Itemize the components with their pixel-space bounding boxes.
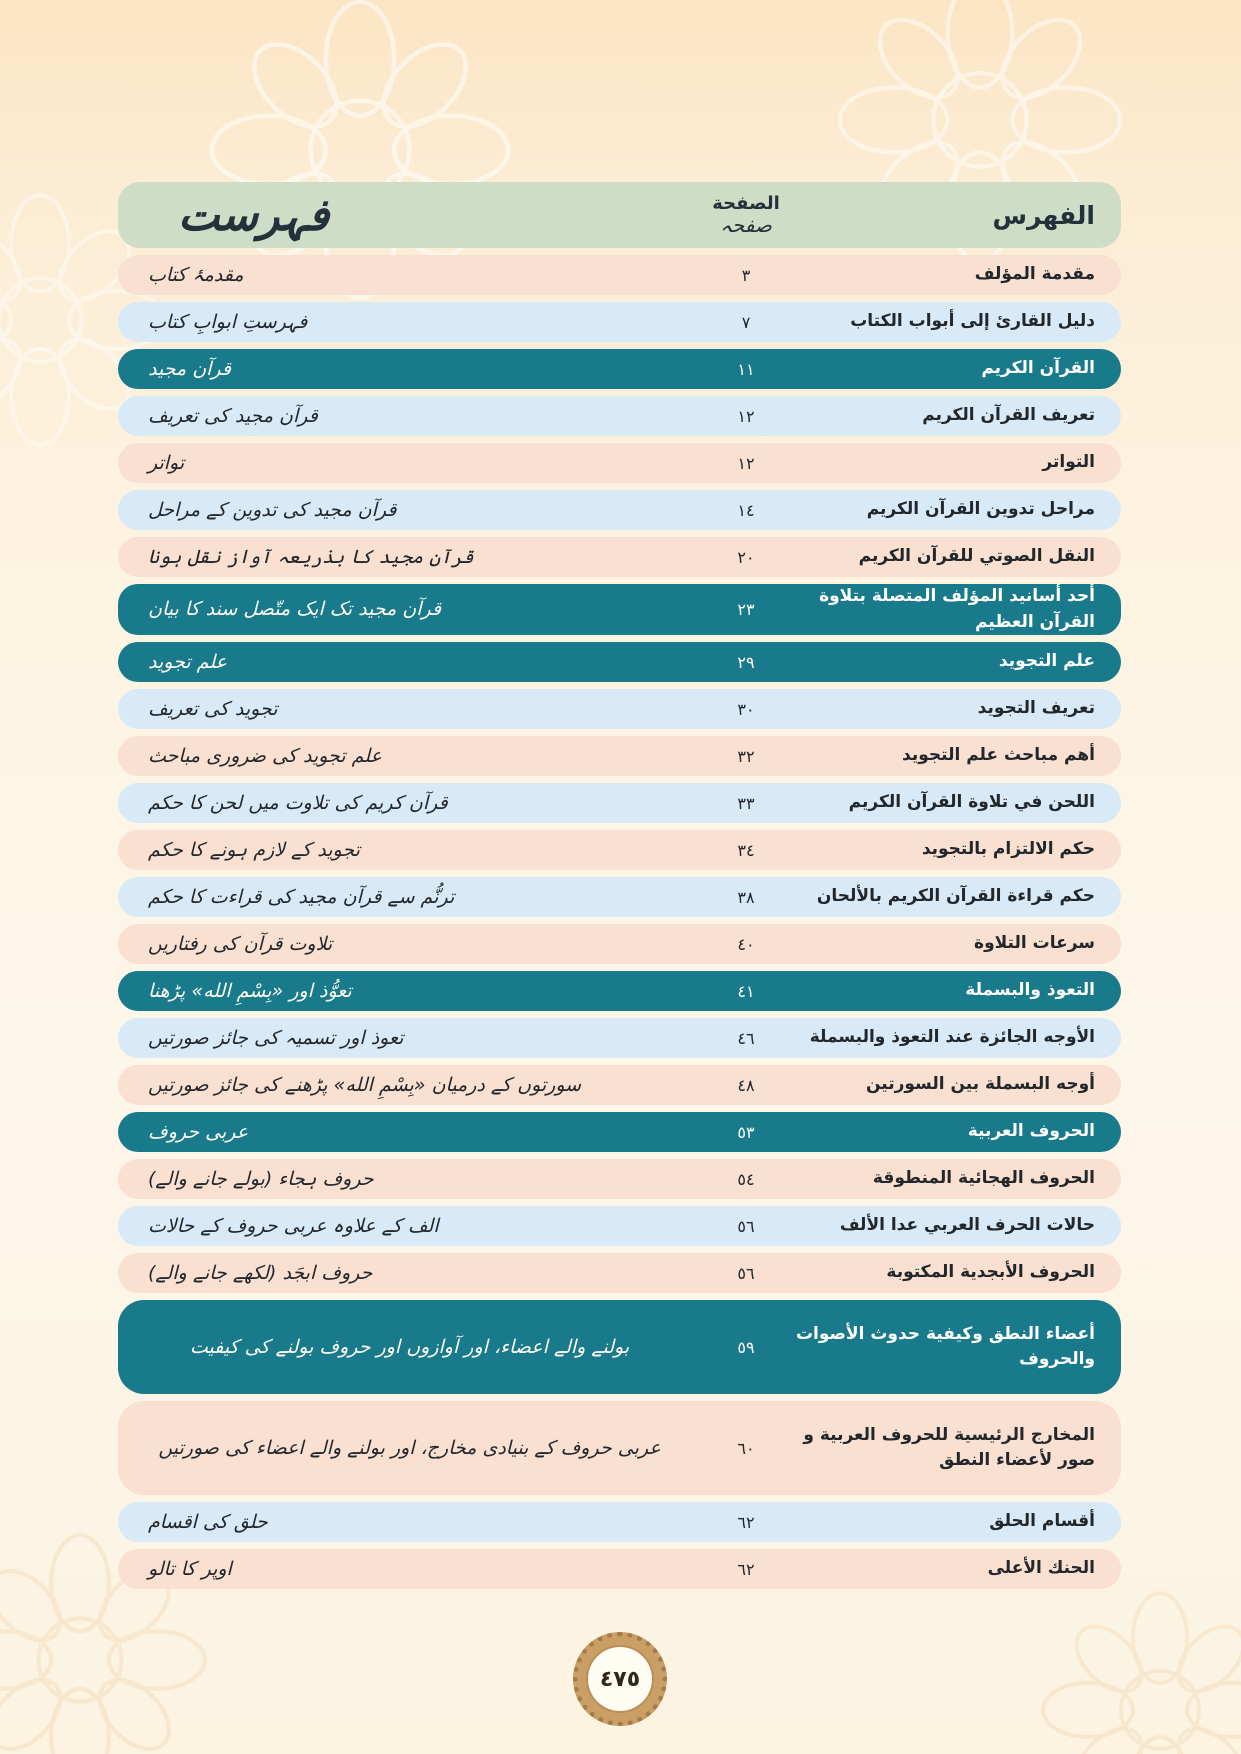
toc-entry-page-number: ٥٩: [737, 1337, 755, 1357]
toc-entry-urdu-title: تعوذ اور تسمیہ کی جائز صورتیں: [148, 1026, 404, 1049]
toc-entry-arabic-title: تعريف التجويد: [977, 698, 1095, 719]
toc-entry-arabic-title: أهم مباحث علم التجويد: [902, 745, 1095, 766]
toc-row: [118, 443, 1121, 483]
toc-entry-arabic-title: تعريف القرآن الكريم: [922, 405, 1095, 426]
toc-entry-page-number: ٥٣: [737, 1122, 755, 1142]
toc-entry-arabic-title: أعضاء النطق وكيفية حدوث الأصوات والحروف: [795, 1323, 1095, 1369]
toc-entry-page-number: ٢٣: [737, 600, 755, 619]
toc-row: [118, 1401, 1121, 1495]
toc-row: [118, 396, 1121, 436]
toc-entry-urdu-title: علم تجوید: [148, 650, 227, 673]
toc-entry-arabic-title: النقل الصوتي للقرآن الكريم: [858, 546, 1095, 567]
toc-entry-arabic-title: علم التجويد: [998, 651, 1095, 672]
toc-section-row: [118, 584, 1121, 635]
toc-entry-urdu-title: عربی حروف کے بنیادی مخارج، اور بولنے والے اعضاء کی صورتیں: [158, 1436, 661, 1459]
toc-row: [118, 1018, 1121, 1058]
toc-entry-urdu-title: قرآن کریم کی تلاوت میں لحن کا حکم: [148, 791, 448, 814]
toc-header-arabic-title: الفهرس: [992, 200, 1095, 230]
toc-entry-arabic-title: اللحن في تلاوة القرآن الكريم: [848, 792, 1095, 813]
toc-row: [118, 783, 1121, 823]
toc-entry-arabic-title: الحروف الهجائية المنطوقة: [872, 1168, 1095, 1189]
toc-row: [118, 1206, 1121, 1246]
toc-entry-page-number: ٦٢: [737, 1559, 755, 1579]
floral-ornament-icon: [1010, 1560, 1241, 1754]
toc-entry-page-number: ٦٢: [737, 1512, 755, 1532]
toc-row: [118, 877, 1121, 917]
toc-entry-page-number: ٥٤: [737, 1169, 755, 1189]
toc-entry-urdu-title: بولنے والے اعضاء، اور آوازوں اور حروف بولنے کی کیفیت: [189, 1335, 630, 1358]
toc-entry-arabic-title: الحروف الأبجدية المكتوبة: [886, 1262, 1095, 1283]
toc-entry-urdu-title: قرآن مجید کی تعریف: [148, 404, 318, 427]
toc-entry-urdu-title: تجوید کی تعریف: [148, 697, 278, 720]
toc-entry-urdu-title: حروف ہجاء (بولے جانے والے): [148, 1167, 374, 1190]
toc-entry-page-number: ٣٠: [737, 699, 755, 719]
toc-entry-urdu-title: قرآن مجید: [148, 357, 231, 380]
page-number: ٤٧٥: [599, 1666, 641, 1692]
toc-entry-arabic-title: التواتر: [1042, 452, 1095, 473]
toc-row: [118, 1253, 1121, 1293]
toc-entry-page-number: ٣٣: [737, 793, 755, 813]
toc-entry-urdu-title: حروف ابجَد (لکھے جانے والے): [148, 1261, 373, 1284]
toc-row: [118, 689, 1121, 729]
toc-row: [118, 255, 1121, 295]
toc-entry-urdu-title: تجوید کے لازم ہونے کا حکم: [148, 838, 360, 861]
toc-entry-page-number: ١٤: [737, 500, 755, 520]
toc-row: [118, 537, 1121, 577]
toc-entry-urdu-title: تواتر: [148, 451, 185, 474]
toc-header-row: [118, 182, 1121, 248]
toc-entry-urdu-title: تلاوت قرآن کی رفتاریں: [148, 932, 333, 955]
toc-entry-page-number: ١٢: [737, 453, 755, 473]
toc-entry-arabic-title: أوجه البسملة بين السورتين: [865, 1074, 1095, 1095]
page-column-label-urdu: صفحہ: [720, 212, 772, 237]
page-column-label-arabic: الصفحة: [712, 193, 780, 215]
toc-entry-arabic-title: المخارج الرئيسية للحروف العربية و صور لأعضاء النطق: [803, 1424, 1095, 1470]
toc-entry-arabic-title: حالات الحرف العربي عدا الألف: [839, 1215, 1095, 1236]
toc-section-row: [118, 642, 1121, 682]
toc-entry-urdu-title: علم تجوید کی ضروری مباحث: [148, 744, 382, 767]
toc-entry-arabic-title: الحروف العربية: [967, 1121, 1095, 1142]
toc-entry-urdu-title: عربی حروف: [148, 1120, 249, 1143]
toc-entry-urdu-title: قرآن مجید کی تدوین کے مراحل: [148, 498, 397, 521]
toc-section-row: [118, 349, 1121, 389]
toc-entry-arabic-title: مقدمة المؤلف: [974, 264, 1095, 285]
toc-row: [118, 1549, 1121, 1589]
toc-entry-arabic-title: أحد أسانيد المؤلف المتصلة بتلاوة القرآن العظيم: [819, 586, 1095, 632]
toc-table: [118, 182, 1121, 1589]
toc-row: [118, 1502, 1121, 1542]
toc-entry-urdu-title: حلق کی اقسام: [148, 1510, 268, 1533]
toc-row: [118, 924, 1121, 964]
toc-entry-page-number: ٣٨: [737, 887, 755, 907]
toc-row: [118, 1159, 1121, 1199]
toc-entry-page-number: ١١: [737, 359, 755, 379]
toc-entry-arabic-title: دليل القارئ إلى أبواب الكتاب: [850, 311, 1095, 332]
toc-entry-page-number: ٤٠: [737, 934, 755, 954]
toc-entry-page-number: ٥٦: [737, 1263, 755, 1283]
toc-entry-arabic-title: سرعات التلاوة: [974, 933, 1095, 954]
toc-entry-page-number: ٢٩: [737, 652, 755, 672]
toc-entry-urdu-title: سورتوں کے درمیان «بِسْمِ الله» پڑھنے کی جائز صورتیں: [148, 1073, 582, 1096]
toc-entry-page-number: ٤١: [737, 981, 755, 1001]
toc-section-row: [118, 1112, 1121, 1152]
toc-entry-page-number: ٦٠: [737, 1438, 755, 1458]
toc-entry-urdu-title: مقدمۂ کتاب: [148, 263, 244, 286]
toc-entry-arabic-title: أقسام الحلق: [989, 1511, 1095, 1532]
toc-entry-arabic-title: حكم قراءة القرآن الكريم بالألحان: [816, 886, 1095, 907]
toc-entry-arabic-title: حكم الالتزام بالتجويد: [921, 839, 1095, 860]
toc-row: [118, 490, 1121, 530]
toc-row: [118, 302, 1121, 342]
toc-entry-page-number: ٤٦: [737, 1028, 755, 1048]
toc-entry-urdu-title: ترنُّم سے قرآن مجید کی قراءت کا حکم: [148, 885, 455, 908]
toc-entry-page-number: ٤٨: [737, 1075, 755, 1095]
toc-entry-page-number: ٣٤: [737, 840, 755, 860]
toc-entry-urdu-title: تعوُّذ اور «بِسْمِ الله» پڑھنا: [148, 979, 352, 1002]
toc-entry-urdu-title: فہرستِ ابوابِ کتاب: [148, 310, 308, 333]
toc-entry-page-number: ١٢: [737, 406, 755, 426]
page-number-medallion: [573, 1632, 667, 1726]
toc-entry-urdu-title: قرآن مجید کا بذریعہ آواز نقل ہونا: [148, 545, 474, 568]
page-number-medallion-center: [588, 1647, 652, 1711]
toc-entry-arabic-title: القرآن الكريم: [981, 358, 1095, 379]
toc-header-page-column-label: [701, 194, 791, 236]
toc-entry-arabic-title: الأوجه الجائزة عند التعوذ والبسملة: [809, 1027, 1095, 1048]
toc-row: [118, 1065, 1121, 1105]
toc-entry-arabic-title: الحنك الأعلى: [987, 1558, 1095, 1579]
toc-header-urdu-title: فہرست: [178, 189, 330, 241]
toc-entry-page-number: ٣٢: [737, 746, 755, 766]
toc-entry-urdu-title: قرآن مجید تک ایک متّصل سند کا بیان: [148, 598, 442, 621]
toc-entry-page-number: ٥٦: [737, 1216, 755, 1236]
toc-entry-arabic-title: مراحل تدوين القرآن الكريم: [866, 499, 1095, 520]
toc-row: [118, 736, 1121, 776]
toc-entry-page-number: ٧: [741, 312, 751, 332]
toc-entry-urdu-title: اوپر کا تالو: [148, 1557, 232, 1580]
toc-entry-arabic-title: التعوذ والبسملة: [965, 980, 1095, 1001]
toc-section-row: [118, 971, 1121, 1011]
toc-section-row: [118, 1300, 1121, 1394]
toc-entry-urdu-title: الف کے علاوہ عربی حروف کے حالات: [148, 1214, 439, 1237]
toc-row: [118, 830, 1121, 870]
toc-entry-page-number: ٢٠: [737, 547, 755, 567]
toc-entry-page-number: ٣: [741, 265, 751, 285]
